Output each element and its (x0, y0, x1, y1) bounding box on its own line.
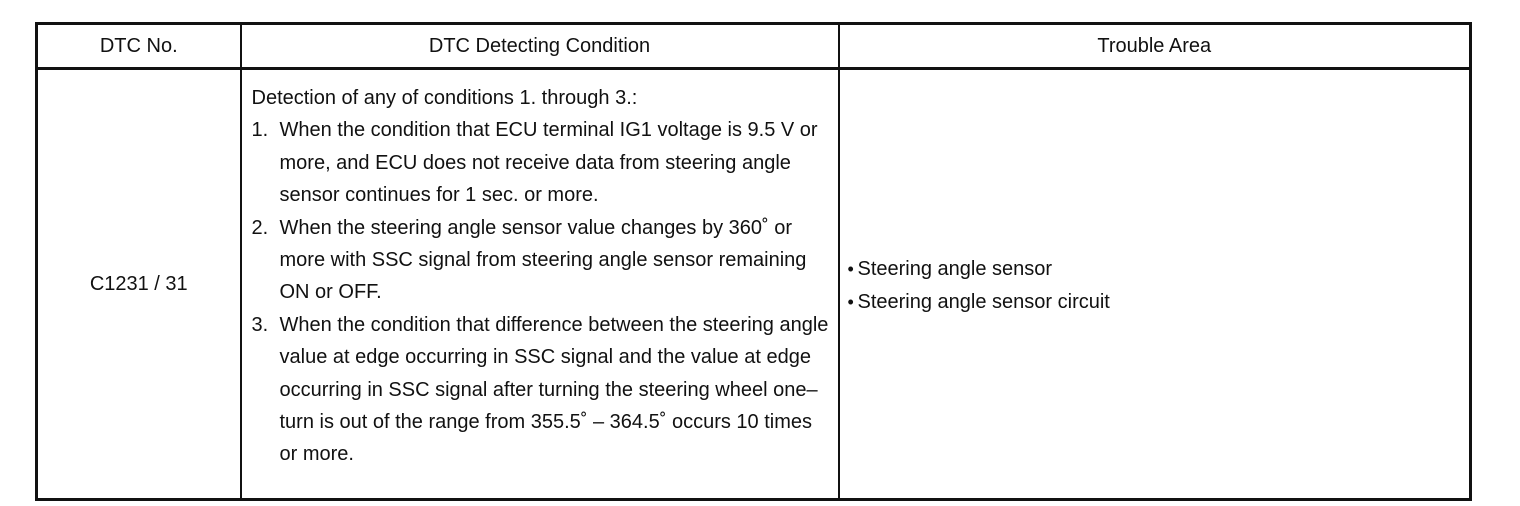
header-trouble-area: Trouble Area (839, 24, 1471, 69)
table-row (37, 69, 1471, 500)
condition-item-2 (252, 212, 830, 309)
trouble-area-text: Steering angle sensor (857, 258, 1053, 280)
condition-item-3 (252, 309, 830, 471)
condition-number: 1. (251, 119, 269, 142)
header-dtc-no: DTC No. (37, 24, 241, 69)
dtc-table (35, 22, 1472, 501)
dtc-code-cell: C1231 / 31 (37, 69, 241, 500)
header-detecting-condition: DTC Detecting Condition (241, 24, 839, 69)
bullet-icon: • (847, 259, 854, 279)
trouble-area-text: Steering angle sensor circuit (857, 291, 1110, 313)
condition-number: 2. (251, 216, 269, 239)
trouble-area-list (848, 253, 1462, 319)
detecting-condition-cell (241, 69, 839, 500)
header-row (37, 24, 1471, 69)
trouble-area-cell (839, 69, 1471, 500)
bullet-icon: • (847, 292, 854, 312)
condition-text: When the steering angle sensor value changes by 360˚ or more with SSC signal from steering angle sensor remaining ON or OFF. (279, 216, 807, 304)
condition-text: When the condition that ECU terminal IG1 voltage is 9.5 V or more, and ECU does not receive data from steering angle sensor continues for 1 sec. or more. (279, 119, 818, 207)
trouble-area-item (848, 253, 1462, 286)
condition-text: When the condition that difference between the steering angle value at edge occurring in SSC signal and the value at edge occurring in SSC signal after turning the steering wheel one–turn is out of the range from 355.5˚ – 364.5˚ occurs 10 times or more. (279, 313, 829, 466)
condition-intro: Detection of any of conditions 1. through 3.: (251, 87, 638, 109)
trouble-area-item (848, 286, 1462, 319)
condition-item-1 (252, 114, 830, 211)
condition-number: 3. (251, 313, 269, 336)
condition-list (252, 114, 830, 470)
